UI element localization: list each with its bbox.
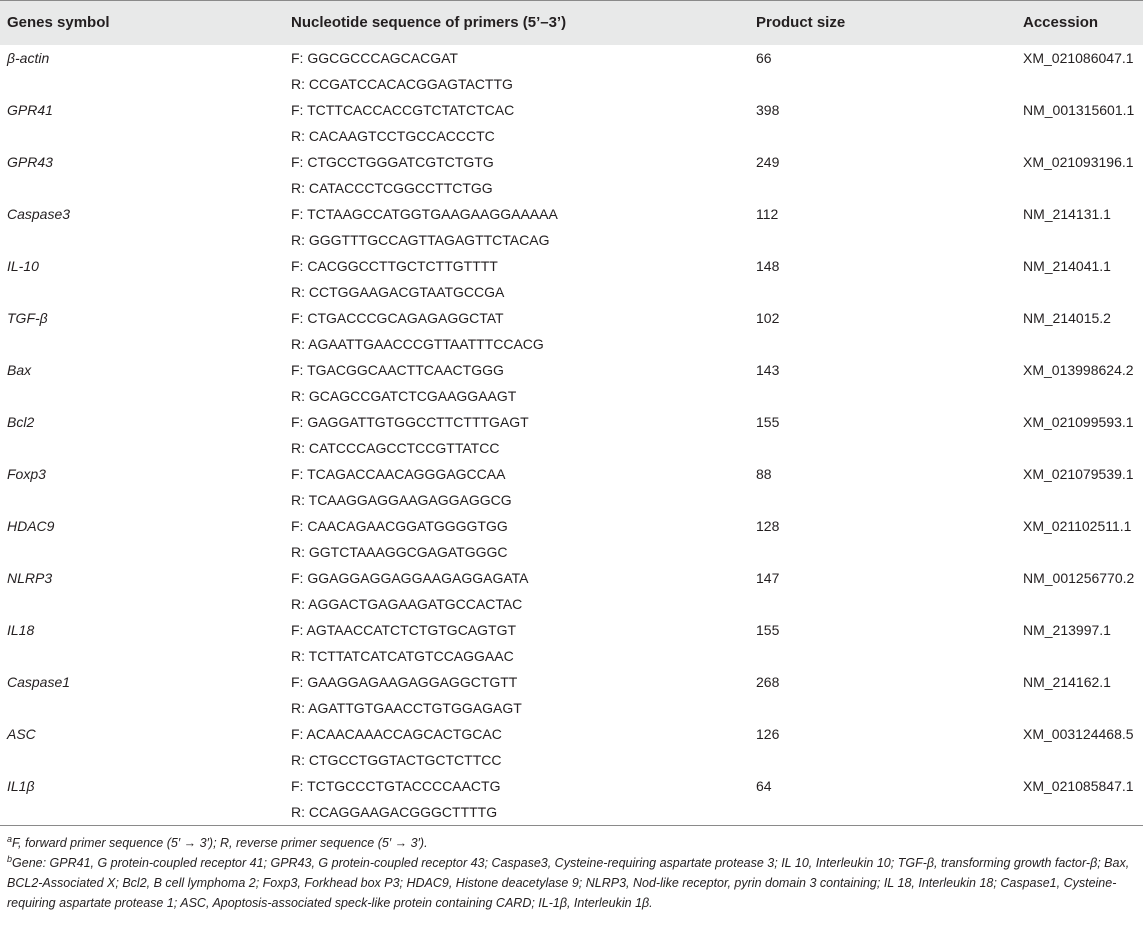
empty-cell: [0, 123, 284, 149]
table-row-reverse: [0, 71, 1143, 97]
table-row: [0, 45, 1143, 71]
accession-cell: XM_021079539.1: [1023, 465, 1134, 482]
reverse-primer-cell: R: AGATTGTGAACCTGTGGAGAGT: [291, 699, 522, 716]
table-row: [0, 253, 1143, 279]
forward-primer-cell: F: TCTAAGCCATGGTGAAGAAGGAAAAA: [291, 205, 558, 222]
reverse-primer-cell: R: TCTTATCATCATGTCCAGGAAC: [291, 647, 514, 664]
forward-primer-cell: F: TCAGACCAACAGGGAGCCAA: [291, 465, 506, 482]
empty-cell: [0, 747, 284, 773]
accession-cell: NM_001256770.2: [1023, 569, 1135, 586]
accession-cell: XM_021102511.1: [1023, 517, 1132, 534]
table-body: [0, 45, 1143, 826]
empty-cell: [749, 799, 1016, 826]
reverse-primer-cell: R: CATACCCTCGGCCTTCTGG: [291, 179, 493, 196]
forward-primer-cell: F: TGACGGCAACTTCAACTGGG: [291, 361, 504, 378]
reverse-primer-cell: R: AGAATTGAACCCGTTAATTTCCACG: [291, 335, 544, 352]
forward-primer-cell: F: GGCGCCCAGCACGAT: [291, 49, 458, 66]
empty-cell: [1016, 123, 1143, 149]
product-size-cell: 155: [756, 413, 780, 430]
table-row-reverse: [0, 643, 1143, 669]
footnote-b-text: Gene: GPR41, G protein-coupled receptor 41; GPR43, G protein-coupled receptor 43; Caspase3, Cysteine-requiring aspartate protease 3; IL 10, Interleukin 10; TGF-β, transforming growth factor-β; Bax, BCL2-Associated X; Bcl2, B cell lymphoma 2; Foxp3, Forkhead box P3; HDAC9, Histone deacetylase 9; NLRP3, Nod-like receptor, pyrin domain 3 containing; IL 18, Interleukin 18; Caspase1, Cysteine-requiring aspartate protease 1; ASC, Apoptosis-associated speck-like protein containing CARD; IL-1β, Interleukin 1β.: [7, 856, 1130, 910]
empty-cell: [1016, 799, 1143, 826]
empty-cell: [0, 435, 284, 461]
product-size-cell: 126: [756, 725, 780, 742]
reverse-primer-cell: R: GGTCTAAAGGCGAGATGGGC: [291, 543, 508, 560]
reverse-primer-cell: R: TCAAGGAGGAAGAGGAGGCG: [291, 491, 512, 508]
table-row: [0, 513, 1143, 539]
empty-cell: [0, 175, 284, 201]
table-row: [0, 149, 1143, 175]
empty-cell: [1016, 71, 1143, 97]
empty-cell: [1016, 175, 1143, 201]
accession-cell: NM_213997.1: [1023, 621, 1111, 638]
accession-cell: XM_013998624.2: [1023, 361, 1134, 378]
gene-symbol-cell: Foxp3: [7, 465, 46, 482]
gene-symbol-cell: GPR41: [7, 101, 53, 118]
table-footnotes: [7, 833, 1141, 913]
forward-primer-cell: F: GAAGGAGAAGAGGAGGCTGTT: [291, 673, 518, 690]
forward-primer-cell: F: CACGGCCTTGCTCTTGTTTT: [291, 257, 498, 274]
empty-cell: [0, 383, 284, 409]
accession-cell: XM_003124468.5: [1023, 725, 1134, 742]
empty-cell: [0, 71, 284, 97]
empty-cell: [0, 539, 284, 565]
footnote-a-marker: a: [7, 833, 13, 844]
reverse-primer-cell: R: CCAGGAAGACGGGCTTTTG: [284, 799, 749, 826]
table-row-reverse: [0, 435, 1143, 461]
reverse-primer-cell: R: CACAAGTCCTGCCACCCTC: [291, 127, 495, 144]
table-row-reverse: [0, 331, 1143, 357]
empty-cell: [749, 383, 1016, 409]
table-row-reverse: [0, 799, 1143, 826]
empty-cell: [749, 279, 1016, 305]
table-row: [0, 461, 1143, 487]
gene-symbol-cell: Bcl2: [7, 413, 35, 430]
empty-cell: [1016, 435, 1143, 461]
table-row-reverse: [0, 123, 1143, 149]
empty-cell: [1016, 643, 1143, 669]
table-row-reverse: [0, 227, 1143, 253]
empty-cell: [0, 695, 284, 721]
empty-cell: [1016, 539, 1143, 565]
empty-cell: [0, 487, 284, 513]
empty-cell: [749, 539, 1016, 565]
accession-cell: NM_214015.2: [1023, 309, 1111, 326]
gene-symbol-cell: GPR43: [7, 153, 53, 170]
table-row: [0, 201, 1143, 227]
empty-cell: [749, 695, 1016, 721]
empty-cell: [1016, 695, 1143, 721]
empty-cell: [749, 227, 1016, 253]
accession-cell: XM_021093196.1: [1023, 153, 1134, 170]
forward-primer-cell: F: CTGACCCGCAGAGAGGCTAT: [291, 309, 504, 326]
empty-cell: [1016, 747, 1143, 773]
header-nucleotide-sequence: Nucleotide sequence of primers (5’–3’): [284, 1, 749, 45]
gene-symbol-cell: Bax: [7, 361, 32, 378]
forward-primer-cell: F: CTGCCTGGGATCGTCTGTG: [291, 153, 494, 170]
table-row: [0, 409, 1143, 435]
forward-primer-cell: F: TCTTCACCACCGTCTATCTCAC: [291, 101, 515, 118]
product-size-cell: 64: [756, 777, 772, 794]
table-row: [0, 565, 1143, 591]
empty-cell: [749, 435, 1016, 461]
table-row: [0, 669, 1143, 695]
forward-primer-cell: F: GAGGATTGTGGCCTTCTTTGAGT: [291, 413, 529, 430]
empty-cell: [749, 123, 1016, 149]
empty-cell: [0, 331, 284, 357]
product-size-cell: 112: [756, 205, 779, 222]
table-row-reverse: [0, 539, 1143, 565]
footnote-b-marker: b: [7, 853, 13, 864]
footnote-a: [7, 833, 1141, 853]
empty-cell: [749, 643, 1016, 669]
gene-symbol-cell: IL18: [7, 621, 35, 638]
table-row-reverse: [0, 383, 1143, 409]
reverse-primer-cell: R: GGGTTTGCCAGTTAGAGTTCTACAG: [291, 231, 550, 248]
gene-symbol-cell: HDAC9: [7, 517, 55, 534]
table-row-reverse: [0, 175, 1143, 201]
empty-cell: [1016, 487, 1143, 513]
reverse-primer-cell: R: CTGCCTGGTACTGCTCTTCC: [291, 751, 502, 768]
forward-primer-cell: F: TCTGCCCTGTACCCCAACTG: [291, 777, 501, 794]
forward-primer-cell: F: GGAGGAGGAGGAAGAGGAGATA: [291, 569, 529, 586]
gene-symbol-cell: IL1β: [7, 777, 35, 794]
gene-symbol-cell: Caspase3: [7, 205, 71, 222]
header-product-size: Product size: [749, 1, 1016, 45]
footnote-a-text: F, forward primer sequence (5′ → 3′); R, reverse primer sequence (5′ → 3′).: [12, 836, 428, 850]
accession-cell: NM_001315601.1: [1023, 101, 1135, 118]
accession-cell: XM_021085847.1: [1023, 777, 1134, 794]
empty-cell: [1016, 383, 1143, 409]
product-size-cell: 102: [756, 309, 780, 326]
gene-symbol-cell: ASC: [7, 725, 36, 742]
table-row: [0, 617, 1143, 643]
accession-cell: NM_214162.1: [1023, 673, 1111, 690]
forward-primer-cell: F: AGTAACCATCTCTGTGCAGTGT: [291, 621, 517, 638]
product-size-cell: 155: [756, 621, 780, 638]
product-size-cell: 66: [756, 49, 772, 66]
empty-cell: [749, 591, 1016, 617]
product-size-cell: 147: [756, 569, 780, 586]
reverse-primer-cell: R: CCGATCCACACGGAGTACTTG: [291, 75, 513, 92]
empty-cell: [749, 71, 1016, 97]
table-row-reverse: [0, 695, 1143, 721]
accession-cell: XM_021086047.1: [1023, 49, 1134, 66]
empty-cell: [1016, 279, 1143, 305]
reverse-primer-cell: R: AGGACTGAGAAGATGCCACTAC: [291, 595, 523, 612]
product-size-cell: 398: [756, 101, 780, 118]
product-size-cell: 88: [756, 465, 772, 482]
accession-cell: NM_214041.1: [1023, 257, 1111, 274]
gene-symbol-cell: NLRP3: [7, 569, 53, 586]
empty-cell: [0, 591, 284, 617]
footnote-b: [7, 853, 1141, 913]
gene-symbol-cell: β-actin: [7, 49, 50, 66]
table-row: [0, 97, 1143, 123]
empty-cell: [749, 331, 1016, 357]
table-row-reverse: [0, 591, 1143, 617]
accession-cell: XM_021099593.1: [1023, 413, 1134, 430]
forward-primer-cell: F: ACAACAAACCAGCACTGCAC: [291, 725, 502, 742]
header-accession: Accession: [1016, 1, 1143, 45]
product-size-cell: 148: [756, 257, 780, 274]
table-row-reverse: [0, 487, 1143, 513]
empty-cell: [1016, 227, 1143, 253]
empty-cell: [749, 747, 1016, 773]
table-row: [0, 357, 1143, 383]
empty-cell: [749, 175, 1016, 201]
table-row-reverse: [0, 279, 1143, 305]
empty-cell: [0, 799, 284, 826]
header-genes-symbol: Genes symbol: [0, 1, 284, 45]
forward-primer-cell: F: CAACAGAACGGATGGGGTGG: [291, 517, 508, 534]
product-size-cell: 249: [756, 153, 780, 170]
gene-symbol-cell: TGF-β: [7, 309, 48, 326]
table-row: [0, 773, 1143, 799]
product-size-cell: 268: [756, 673, 780, 690]
empty-cell: [0, 279, 284, 305]
empty-cell: [1016, 591, 1143, 617]
table-row: [0, 305, 1143, 331]
reverse-primer-cell: R: CATCCCAGCCTCCGTTATCC: [291, 439, 500, 456]
accession-cell: NM_214131.1: [1023, 205, 1111, 222]
reverse-primer-cell: R: CCTGGAAGACGTAATGCCGA: [291, 283, 505, 300]
table-row: [0, 721, 1143, 747]
product-size-cell: 143: [756, 361, 780, 378]
product-size-cell: 128: [756, 517, 780, 534]
gene-symbol-cell: Caspase1: [7, 673, 71, 690]
gene-symbol-cell: IL-10: [7, 257, 39, 274]
reverse-primer-cell: R: GCAGCCGATCTCGAAGGAAGT: [291, 387, 517, 404]
empty-cell: [0, 643, 284, 669]
table-header-row: [0, 1, 1143, 45]
empty-cell: [749, 487, 1016, 513]
empty-cell: [0, 227, 284, 253]
table-row-reverse: [0, 747, 1143, 773]
empty-cell: [1016, 331, 1143, 357]
